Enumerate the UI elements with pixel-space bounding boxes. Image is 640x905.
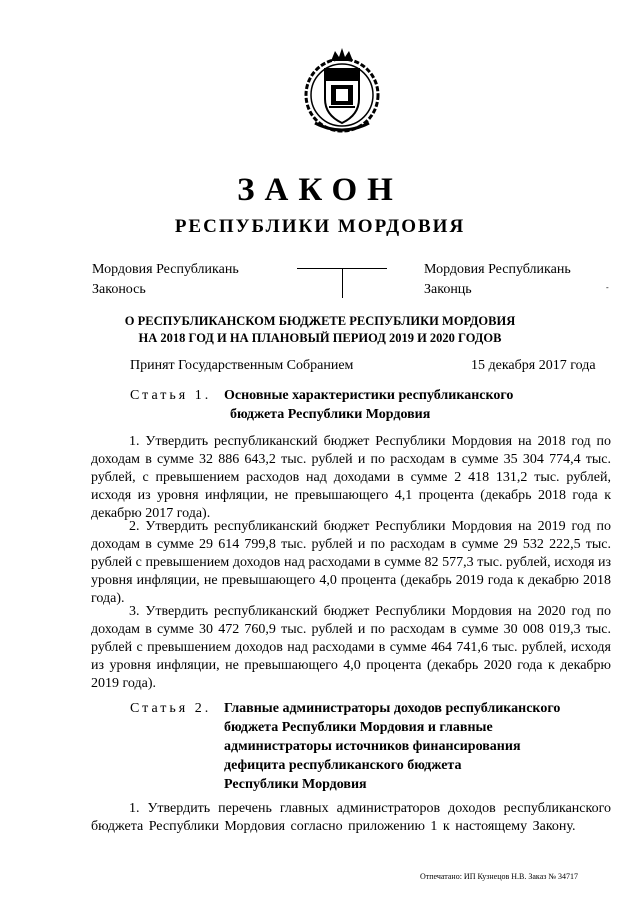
article-1-title-line: Основные характеристики республиканского: [224, 388, 514, 403]
header-left-line: Мордовия Республикань: [92, 262, 239, 277]
header-right-line: Законць: [424, 282, 472, 297]
article-1-paragraph-2: 2. Утвердить республиканский бюджет Республики Мордовия на 2019 год по доходам в сумме 29 614 799,8 тыс. рублей и по расходам в сумме 29 532 222,5 тыс. рублей с превышением доходов над расходами в сумме 82 577,3 тыс. рублей, исходя из уровня инфляции, не превышающего 4,0 процента (декабрь 2019 года к декабрю 2018 года).: [91, 519, 611, 606]
subject-line: О РЕСПУБЛИКАНСКОМ БЮДЖЕТЕ РЕСПУБЛИКИ МОРДОВИЯ: [124, 314, 516, 328]
print-footer: Отпечатано: ИП Кузнецов Н.В. Заказ № 34717: [420, 872, 579, 881]
article-1-title-line: бюджета Республики Мордовия: [230, 407, 431, 422]
article-2-title-line: Главные администраторы доходов республиканского: [224, 701, 561, 716]
subject-line: НА 2018 ГОД И НА ПЛАНОВЫЙ ПЕРИОД 2019 И 2020 ГОДОВ: [138, 331, 502, 345]
article-2-label: Статья 2.: [130, 701, 212, 716]
mordovia-coat-of-arms-icon: [301, 45, 383, 137]
header-left-block: [92, 260, 239, 300]
header-right-line: Мордовия Республикань: [424, 262, 571, 277]
header-left-line: Законось: [92, 282, 146, 297]
adopted-by: Принят Государственным Собранием: [130, 358, 354, 373]
article-2-title-line: дефицита республиканского бюджета: [224, 758, 462, 773]
republic-name: РЕСПУБЛИКИ МОРДОВИЯ: [174, 216, 466, 237]
article-2-paragraph-1: 1. Утвердить перечень главных администраторов доходов республиканского бюджета Республики Мордовия согласно приложению 1 к настоящему Закону.: [91, 801, 611, 834]
header-right-block: [424, 260, 571, 300]
article-1-paragraph-3: 3. Утвердить республиканский бюджет Республики Мордовия на 2020 год по доходам в сумме 30 472 760,9 тыс. рублей и по расходам в сумме 30 008 019,3 тыс. рублей с превышением доходов над расходами в сумме 464 741,6 тыс. рублей, исходя из уровня инфляции, не превышающего 4,0 процента (декабрь 2020 года к декабрю 2019 года).: [91, 604, 611, 691]
article-2-heading: [130, 699, 561, 792]
header-divider-stem: [342, 268, 343, 298]
article-2-title-line: администраторы источников финансирования: [224, 739, 521, 754]
article-1-label: Статья 1.: [130, 388, 212, 403]
law-subject: [60, 313, 580, 347]
article-2-title-line: Республики Мордовия: [224, 777, 367, 792]
law-title: ЗАКОН: [237, 172, 403, 208]
article-1-paragraph-1: 1. Утвердить республиканский бюджет Республики Мордовия на 2018 год по доходам в сумме 32 886 643,2 тыс. рублей и по расходам в сумме 35 304 774,4 тыс. рублей, с превышением расходов над доходами в сумме 2 418 131,2 тыс. рублей, исходя из уровня инфляции, не превышающего 4,1 процента (декабрь 2018 года к декабрю 2017 года).: [91, 434, 611, 521]
article-2-title-line: бюджета Республики Мордовия и главные: [224, 720, 493, 735]
adopted-date: 15 декабря 2017 года: [471, 358, 596, 373]
margin-mark: -: [606, 283, 609, 292]
article-1-heading: [130, 386, 514, 422]
